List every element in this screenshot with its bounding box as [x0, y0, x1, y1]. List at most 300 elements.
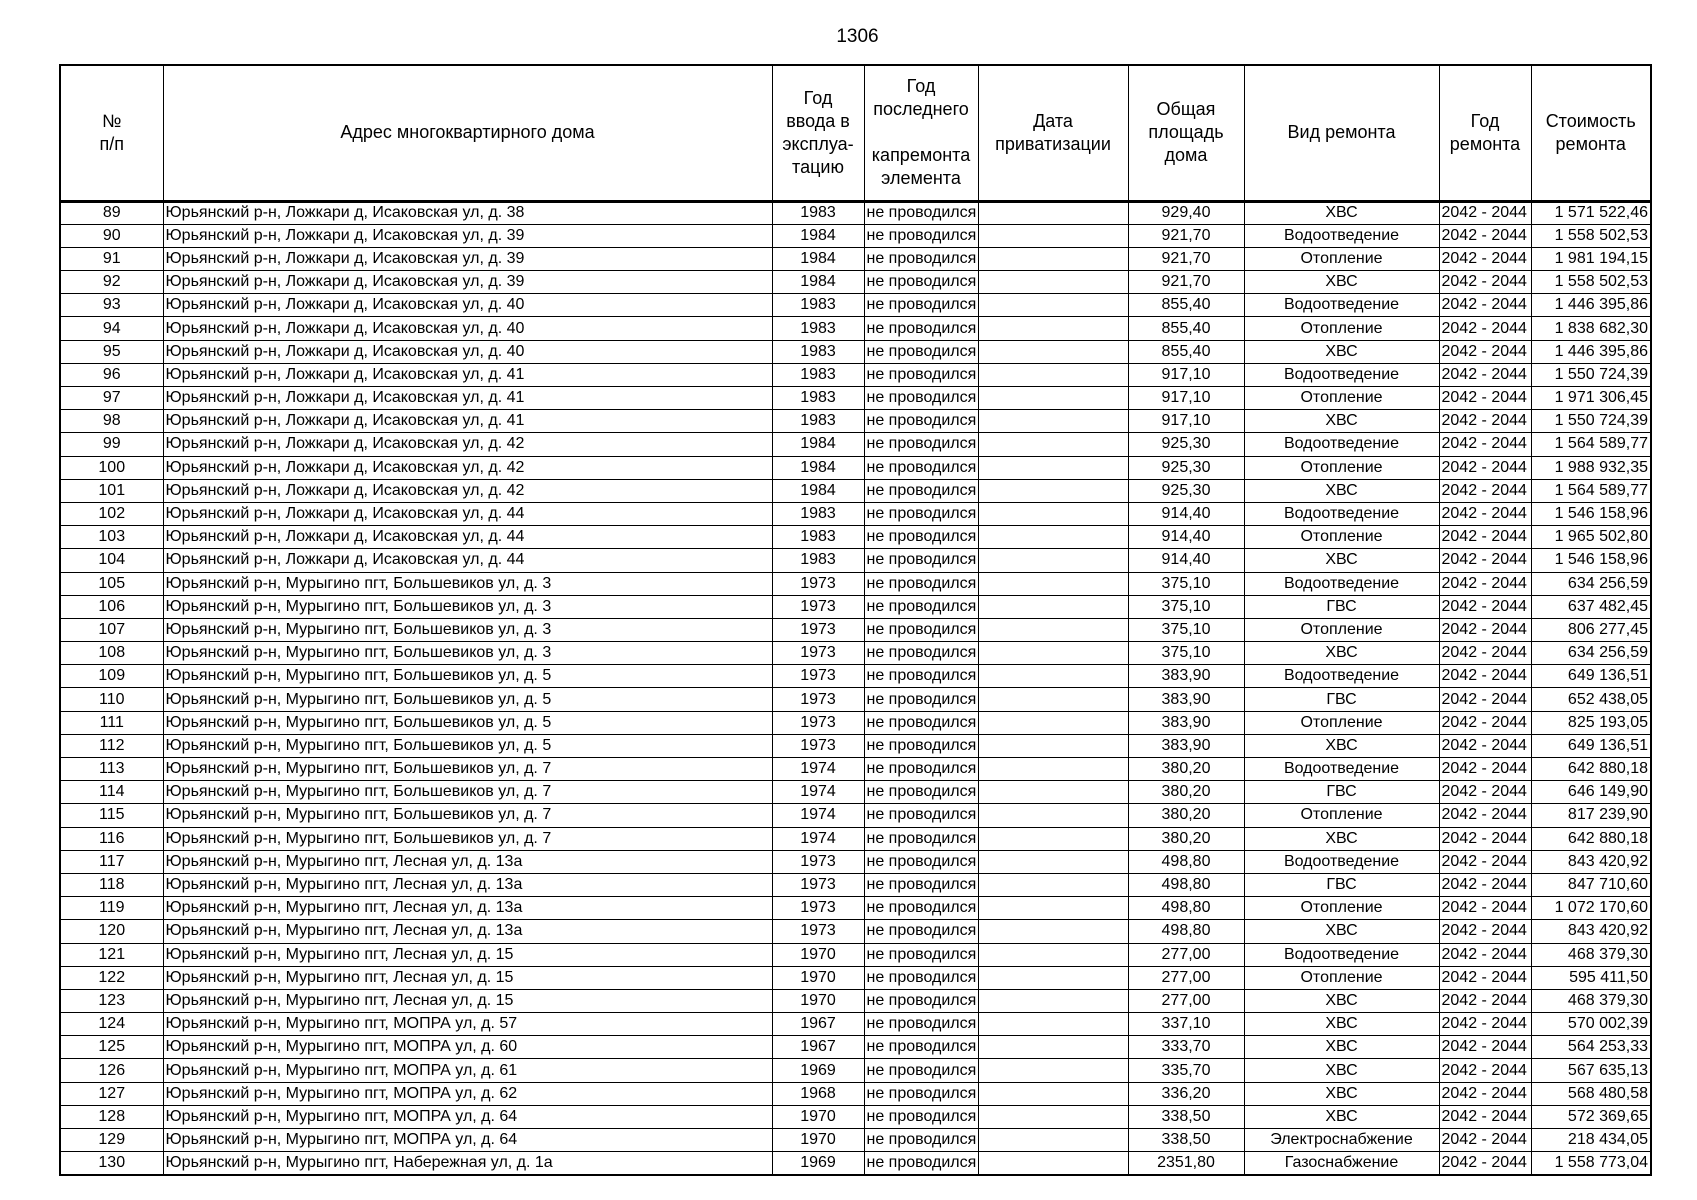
cell-year-built: 1983 — [772, 340, 864, 363]
cell-address: Юрьянский р-н, Ложкари д, Исаковская ул, д. 44 — [163, 549, 772, 572]
cell-area: 917,10 — [1128, 363, 1244, 386]
table-row — [60, 456, 1651, 479]
cell-num: 116 — [60, 827, 163, 850]
cell-year-built: 1983 — [772, 201, 864, 224]
cell-last-repair: не проводился — [864, 781, 978, 804]
cell-address: Юрьянский р-н, Ложкари д, Исаковская ул, д. 41 — [163, 387, 772, 410]
cell-repair-type: ХВС — [1244, 1082, 1439, 1105]
cell-year-built: 1967 — [772, 1013, 864, 1036]
header-year-built: Год ввода в эксплуа- тацию — [772, 65, 864, 201]
table-row — [60, 526, 1651, 549]
cell-repair-year: 2042 - 2044 — [1439, 271, 1531, 294]
cell-address: Юрьянский р-н, Мурыгино пгт, Лесная ул, д. 13а — [163, 897, 772, 920]
cell-cost: 843 420,92 — [1531, 850, 1651, 873]
header-privatization: Дата приватизации — [978, 65, 1128, 201]
cell-repair-year: 2042 - 2044 — [1439, 897, 1531, 920]
cell-year-built: 1973 — [772, 850, 864, 873]
cell-privatization — [978, 1152, 1128, 1175]
cell-address: Юрьянский р-н, Мурыгино пгт, Лесная ул, д. 13а — [163, 920, 772, 943]
cell-address: Юрьянский р-н, Ложкари д, Исаковская ул, д. 44 — [163, 526, 772, 549]
cell-repair-year: 2042 - 2044 — [1439, 804, 1531, 827]
cell-privatization — [978, 1013, 1128, 1036]
cell-cost: 468 379,30 — [1531, 989, 1651, 1012]
cell-repair-year: 2042 - 2044 — [1439, 1152, 1531, 1175]
header-num: № п/п — [60, 65, 163, 201]
cell-area: 925,30 — [1128, 479, 1244, 502]
cell-last-repair: не проводился — [864, 387, 978, 410]
cell-repair-type: Отопление — [1244, 247, 1439, 270]
cell-cost: 218 434,05 — [1531, 1129, 1651, 1152]
cell-last-repair: не проводился — [864, 247, 978, 270]
cell-repair-type: ХВС — [1244, 1105, 1439, 1128]
cell-last-repair: не проводился — [864, 526, 978, 549]
cell-cost: 1 971 306,45 — [1531, 387, 1651, 410]
cell-year-built: 1984 — [772, 479, 864, 502]
cell-year-built: 1974 — [772, 804, 864, 827]
cell-address: Юрьянский р-н, Мурыгино пгт, Лесная ул, д. 15 — [163, 989, 772, 1012]
cell-address: Юрьянский р-н, Ложкари д, Исаковская ул, д. 39 — [163, 247, 772, 270]
cell-area: 375,10 — [1128, 595, 1244, 618]
cell-area: 925,30 — [1128, 456, 1244, 479]
cell-last-repair: не проводился — [864, 410, 978, 433]
cell-num: 92 — [60, 271, 163, 294]
cell-repair-type: ХВС — [1244, 642, 1439, 665]
cell-repair-year: 2042 - 2044 — [1439, 989, 1531, 1012]
cell-address: Юрьянский р-н, Ложкари д, Исаковская ул, д. 41 — [163, 410, 772, 433]
cell-last-repair: не проводился — [864, 549, 978, 572]
cell-last-repair: не проводился — [864, 897, 978, 920]
cell-repair-year: 2042 - 2044 — [1439, 1013, 1531, 1036]
cell-year-built: 1973 — [772, 920, 864, 943]
cell-area: 337,10 — [1128, 1013, 1244, 1036]
table-row — [60, 410, 1651, 433]
cell-repair-type: Отопление — [1244, 618, 1439, 641]
cell-area: 383,90 — [1128, 734, 1244, 757]
cell-address: Юрьянский р-н, Мурыгино пгт, Большевиков ул, д. 3 — [163, 618, 772, 641]
table-row — [60, 920, 1651, 943]
cell-last-repair: не проводился — [864, 1059, 978, 1082]
cell-address: Юрьянский р-н, Ложкари д, Исаковская ул, д. 40 — [163, 317, 772, 340]
header-repair-year: Год ремонта — [1439, 65, 1531, 201]
cell-year-built: 1983 — [772, 317, 864, 340]
table-row — [60, 642, 1651, 665]
cell-repair-year: 2042 - 2044 — [1439, 433, 1531, 456]
cell-address: Юрьянский р-н, Мурыгино пгт, Большевиков ул, д. 7 — [163, 781, 772, 804]
cell-year-built: 1973 — [772, 897, 864, 920]
cell-last-repair: не проводился — [864, 989, 978, 1012]
cell-area: 925,30 — [1128, 433, 1244, 456]
cell-last-repair: не проводился — [864, 340, 978, 363]
cell-repair-type: Водоотведение — [1244, 433, 1439, 456]
cell-last-repair: не проводился — [864, 966, 978, 989]
cell-area: 336,20 — [1128, 1082, 1244, 1105]
cell-address: Юрьянский р-н, Мурыгино пгт, МОПРА ул, д. 60 — [163, 1036, 772, 1059]
cell-address: Юрьянский р-н, Мурыгино пгт, Большевиков ул, д. 5 — [163, 665, 772, 688]
cell-num: 117 — [60, 850, 163, 873]
cell-address: Юрьянский р-н, Ложкари д, Исаковская ул, д. 40 — [163, 294, 772, 317]
cell-last-repair: не проводился — [864, 479, 978, 502]
cell-repair-year: 2042 - 2044 — [1439, 410, 1531, 433]
cell-year-built: 1984 — [772, 433, 864, 456]
table-row — [60, 387, 1651, 410]
cell-privatization — [978, 827, 1128, 850]
cell-privatization — [978, 1059, 1128, 1082]
cell-num: 119 — [60, 897, 163, 920]
cell-cost: 634 256,59 — [1531, 572, 1651, 595]
cell-repair-year: 2042 - 2044 — [1439, 758, 1531, 781]
cell-year-built: 1973 — [772, 595, 864, 618]
cell-repair-type: ХВС — [1244, 920, 1439, 943]
cell-cost: 637 482,45 — [1531, 595, 1651, 618]
cell-cost: 595 411,50 — [1531, 966, 1651, 989]
cell-address: Юрьянский р-н, Мурыгино пгт, Большевиков ул, д. 3 — [163, 572, 772, 595]
cell-repair-year: 2042 - 2044 — [1439, 456, 1531, 479]
repair-register-table — [59, 64, 1652, 1176]
cell-repair-year: 2042 - 2044 — [1439, 549, 1531, 572]
cell-repair-type: ХВС — [1244, 1013, 1439, 1036]
cell-repair-year: 2042 - 2044 — [1439, 479, 1531, 502]
cell-last-repair: не проводился — [864, 294, 978, 317]
cell-address: Юрьянский р-н, Мурыгино пгт, МОПРА ул, д. 64 — [163, 1129, 772, 1152]
table-row — [60, 363, 1651, 386]
cell-repair-year: 2042 - 2044 — [1439, 201, 1531, 224]
cell-repair-year: 2042 - 2044 — [1439, 1105, 1531, 1128]
cell-privatization — [978, 781, 1128, 804]
table-row — [60, 827, 1651, 850]
cell-repair-type: Водоотведение — [1244, 502, 1439, 525]
cell-area: 383,90 — [1128, 665, 1244, 688]
cell-year-built: 1973 — [772, 642, 864, 665]
cell-privatization — [978, 387, 1128, 410]
cell-last-repair: не проводился — [864, 943, 978, 966]
table-row — [60, 1129, 1651, 1152]
cell-cost: 646 149,90 — [1531, 781, 1651, 804]
cell-repair-type: ХВС — [1244, 734, 1439, 757]
cell-area: 375,10 — [1128, 618, 1244, 641]
cell-year-built: 1967 — [772, 1036, 864, 1059]
cell-num: 112 — [60, 734, 163, 757]
cell-repair-year: 2042 - 2044 — [1439, 850, 1531, 873]
cell-privatization — [978, 526, 1128, 549]
table-row — [60, 758, 1651, 781]
cell-repair-year: 2042 - 2044 — [1439, 966, 1531, 989]
cell-last-repair: не проводился — [864, 433, 978, 456]
cell-repair-type: ХВС — [1244, 549, 1439, 572]
cell-area: 917,10 — [1128, 410, 1244, 433]
table-row — [60, 897, 1651, 920]
cell-area: 380,20 — [1128, 781, 1244, 804]
table-row — [60, 943, 1651, 966]
cell-num: 89 — [60, 201, 163, 224]
cell-year-built: 1983 — [772, 502, 864, 525]
cell-privatization — [978, 1036, 1128, 1059]
cell-num: 100 — [60, 456, 163, 479]
cell-cost: 1 446 395,86 — [1531, 340, 1651, 363]
cell-num: 94 — [60, 317, 163, 340]
cell-year-built: 1974 — [772, 758, 864, 781]
cell-area: 921,70 — [1128, 224, 1244, 247]
cell-cost: 847 710,60 — [1531, 873, 1651, 896]
cell-year-built: 1969 — [772, 1152, 864, 1175]
cell-repair-type: ХВС — [1244, 1036, 1439, 1059]
cell-address: Юрьянский р-н, Мурыгино пгт, Большевиков ул, д. 7 — [163, 804, 772, 827]
table-row — [60, 502, 1651, 525]
cell-cost: 642 880,18 — [1531, 827, 1651, 850]
cell-address: Юрьянский р-н, Мурыгино пгт, Лесная ул, д. 15 — [163, 943, 772, 966]
cell-num: 105 — [60, 572, 163, 595]
cell-area: 375,10 — [1128, 572, 1244, 595]
header-row — [60, 65, 1651, 201]
cell-repair-type: Водоотведение — [1244, 665, 1439, 688]
cell-address: Юрьянский р-н, Мурыгино пгт, Лесная ул, д. 15 — [163, 966, 772, 989]
cell-repair-type: Водоотведение — [1244, 758, 1439, 781]
cell-num: 104 — [60, 549, 163, 572]
cell-year-built: 1970 — [772, 966, 864, 989]
cell-repair-year: 2042 - 2044 — [1439, 340, 1531, 363]
cell-area: 917,10 — [1128, 387, 1244, 410]
table-row — [60, 989, 1651, 1012]
cell-repair-type: ХВС — [1244, 271, 1439, 294]
cell-repair-year: 2042 - 2044 — [1439, 711, 1531, 734]
table-row — [60, 549, 1651, 572]
cell-repair-year: 2042 - 2044 — [1439, 363, 1531, 386]
cell-last-repair: не проводился — [864, 363, 978, 386]
cell-privatization — [978, 363, 1128, 386]
cell-repair-type: ХВС — [1244, 201, 1439, 224]
cell-privatization — [978, 642, 1128, 665]
cell-address: Юрьянский р-н, Мурыгино пгт, Большевиков ул, д. 5 — [163, 711, 772, 734]
cell-area: 277,00 — [1128, 943, 1244, 966]
table-row — [60, 271, 1651, 294]
cell-num: 96 — [60, 363, 163, 386]
cell-privatization — [978, 433, 1128, 456]
table-row — [60, 665, 1651, 688]
cell-area: 921,70 — [1128, 271, 1244, 294]
cell-num: 130 — [60, 1152, 163, 1175]
cell-area: 498,80 — [1128, 873, 1244, 896]
cell-cost: 1 965 502,80 — [1531, 526, 1651, 549]
cell-num: 106 — [60, 595, 163, 618]
cell-num: 125 — [60, 1036, 163, 1059]
cell-privatization — [978, 665, 1128, 688]
cell-repair-type: ХВС — [1244, 479, 1439, 502]
cell-area: 375,10 — [1128, 642, 1244, 665]
cell-repair-type: Водоотведение — [1244, 294, 1439, 317]
cell-repair-year: 2042 - 2044 — [1439, 920, 1531, 943]
cell-num: 103 — [60, 526, 163, 549]
cell-repair-type: ХВС — [1244, 340, 1439, 363]
cell-repair-year: 2042 - 2044 — [1439, 387, 1531, 410]
cell-address: Юрьянский р-н, Мурыгино пгт, Большевиков ул, д. 5 — [163, 734, 772, 757]
cell-address: Юрьянский р-н, Мурыгино пгт, Большевиков ул, д. 5 — [163, 688, 772, 711]
cell-privatization — [978, 502, 1128, 525]
cell-privatization — [978, 410, 1128, 433]
cell-num: 90 — [60, 224, 163, 247]
cell-num: 107 — [60, 618, 163, 641]
cell-privatization — [978, 943, 1128, 966]
cell-num: 129 — [60, 1129, 163, 1152]
cell-privatization — [978, 479, 1128, 502]
cell-repair-year: 2042 - 2044 — [1439, 943, 1531, 966]
cell-year-built: 1984 — [772, 224, 864, 247]
cell-address: Юрьянский р-н, Мурыгино пгт, Большевиков ул, д. 7 — [163, 827, 772, 850]
cell-year-built: 1973 — [772, 711, 864, 734]
table-row — [60, 317, 1651, 340]
cell-num: 114 — [60, 781, 163, 804]
cell-privatization — [978, 734, 1128, 757]
cell-repair-year: 2042 - 2044 — [1439, 1059, 1531, 1082]
cell-last-repair: не проводился — [864, 1013, 978, 1036]
cell-area: 333,70 — [1128, 1036, 1244, 1059]
cell-num: 99 — [60, 433, 163, 456]
cell-year-built: 1970 — [772, 989, 864, 1012]
cell-cost: 1 564 589,77 — [1531, 433, 1651, 456]
cell-address: Юрьянский р-н, Мурыгино пгт, МОПРА ул, д. 57 — [163, 1013, 772, 1036]
cell-privatization — [978, 595, 1128, 618]
cell-area: 380,20 — [1128, 827, 1244, 850]
cell-cost: 634 256,59 — [1531, 642, 1651, 665]
cell-cost: 817 239,90 — [1531, 804, 1651, 827]
cell-privatization — [978, 340, 1128, 363]
cell-privatization — [978, 224, 1128, 247]
cell-area: 921,70 — [1128, 247, 1244, 270]
cell-area: 914,40 — [1128, 549, 1244, 572]
table-body — [60, 201, 1651, 1175]
table-row — [60, 479, 1651, 502]
cell-repair-type: Отопление — [1244, 456, 1439, 479]
table-row — [60, 294, 1651, 317]
cell-privatization — [978, 920, 1128, 943]
cell-privatization — [978, 989, 1128, 1012]
cell-repair-type: Отопление — [1244, 317, 1439, 340]
cell-privatization — [978, 1082, 1128, 1105]
cell-privatization — [978, 456, 1128, 479]
cell-repair-type: Отопление — [1244, 804, 1439, 827]
header-address: Адрес многоквартирного дома — [163, 65, 772, 201]
table-row — [60, 1036, 1651, 1059]
cell-repair-type: ХВС — [1244, 989, 1439, 1012]
cell-area: 855,40 — [1128, 294, 1244, 317]
cell-repair-year: 2042 - 2044 — [1439, 502, 1531, 525]
cell-last-repair: не проводился — [864, 502, 978, 525]
cell-year-built: 1983 — [772, 294, 864, 317]
cell-privatization — [978, 966, 1128, 989]
header-cost: Стоимость ремонта — [1531, 65, 1651, 201]
cell-cost: 825 193,05 — [1531, 711, 1651, 734]
table-row — [60, 340, 1651, 363]
cell-last-repair: не проводился — [864, 224, 978, 247]
cell-num: 91 — [60, 247, 163, 270]
cell-num: 97 — [60, 387, 163, 410]
cell-privatization — [978, 572, 1128, 595]
cell-privatization — [978, 271, 1128, 294]
cell-repair-type: ХВС — [1244, 410, 1439, 433]
cell-num: 113 — [60, 758, 163, 781]
cell-year-built: 1984 — [772, 271, 864, 294]
cell-privatization — [978, 247, 1128, 270]
cell-repair-year: 2042 - 2044 — [1439, 688, 1531, 711]
cell-cost: 1 558 502,53 — [1531, 224, 1651, 247]
cell-area: 2351,80 — [1128, 1152, 1244, 1175]
table-row — [60, 781, 1651, 804]
table-row — [60, 1105, 1651, 1128]
cell-num: 123 — [60, 989, 163, 1012]
cell-last-repair: не проводился — [864, 572, 978, 595]
table-row — [60, 1152, 1651, 1175]
cell-area: 277,00 — [1128, 966, 1244, 989]
cell-privatization — [978, 317, 1128, 340]
cell-area: 855,40 — [1128, 340, 1244, 363]
cell-last-repair: не проводился — [864, 595, 978, 618]
table-row — [60, 247, 1651, 270]
cell-num: 115 — [60, 804, 163, 827]
cell-year-built: 1970 — [772, 943, 864, 966]
cell-last-repair: не проводился — [864, 1129, 978, 1152]
cell-cost: 1 550 724,39 — [1531, 363, 1651, 386]
cell-cost: 649 136,51 — [1531, 665, 1651, 688]
cell-privatization — [978, 850, 1128, 873]
cell-address: Юрьянский р-н, Ложкари д, Исаковская ул, д. 44 — [163, 502, 772, 525]
cell-repair-type: ГВС — [1244, 688, 1439, 711]
cell-privatization — [978, 688, 1128, 711]
cell-address: Юрьянский р-н, Ложкари д, Исаковская ул, д. 41 — [163, 363, 772, 386]
cell-repair-type: Отопление — [1244, 387, 1439, 410]
cell-num: 98 — [60, 410, 163, 433]
cell-num: 124 — [60, 1013, 163, 1036]
cell-address: Юрьянский р-н, Мурыгино пгт, Большевиков ул, д. 3 — [163, 595, 772, 618]
cell-repair-type: ГВС — [1244, 873, 1439, 896]
cell-last-repair: не проводился — [864, 734, 978, 757]
cell-area: 383,90 — [1128, 688, 1244, 711]
cell-repair-type: Газоснабжение — [1244, 1152, 1439, 1175]
cell-privatization — [978, 758, 1128, 781]
cell-cost: 572 369,65 — [1531, 1105, 1651, 1128]
cell-address: Юрьянский р-н, Мурыгино пгт, МОПРА ул, д. 61 — [163, 1059, 772, 1082]
cell-privatization — [978, 711, 1128, 734]
cell-privatization — [978, 1129, 1128, 1152]
cell-year-built: 1973 — [772, 873, 864, 896]
cell-area: 383,90 — [1128, 711, 1244, 734]
cell-privatization — [978, 294, 1128, 317]
cell-year-built: 1973 — [772, 688, 864, 711]
cell-area: 498,80 — [1128, 850, 1244, 873]
cell-year-built: 1973 — [772, 618, 864, 641]
cell-last-repair: не проводился — [864, 688, 978, 711]
cell-repair-type: Водоотведение — [1244, 850, 1439, 873]
table-row — [60, 688, 1651, 711]
cell-address: Юрьянский р-н, Мурыгино пгт, Лесная ул, д. 13а — [163, 850, 772, 873]
table-row — [60, 711, 1651, 734]
table-row — [60, 572, 1651, 595]
table-row — [60, 201, 1651, 224]
cell-address: Юрьянский р-н, Ложкари д, Исаковская ул, д. 38 — [163, 201, 772, 224]
header-repair-type: Вид ремонта — [1244, 65, 1439, 201]
cell-repair-type: Отопление — [1244, 966, 1439, 989]
cell-last-repair: не проводился — [864, 1082, 978, 1105]
cell-area: 855,40 — [1128, 317, 1244, 340]
cell-address: Юрьянский р-н, Ложкари д, Исаковская ул, д. 40 — [163, 340, 772, 363]
cell-last-repair: не проводился — [864, 758, 978, 781]
cell-num: 110 — [60, 688, 163, 711]
cell-cost: 649 136,51 — [1531, 734, 1651, 757]
cell-repair-year: 2042 - 2044 — [1439, 595, 1531, 618]
cell-num: 108 — [60, 642, 163, 665]
cell-cost: 1 446 395,86 — [1531, 294, 1651, 317]
cell-area: 929,40 — [1128, 201, 1244, 224]
header-area: Общая площадь дома — [1128, 65, 1244, 201]
cell-repair-type: Водоотведение — [1244, 224, 1439, 247]
cell-num: 126 — [60, 1059, 163, 1082]
